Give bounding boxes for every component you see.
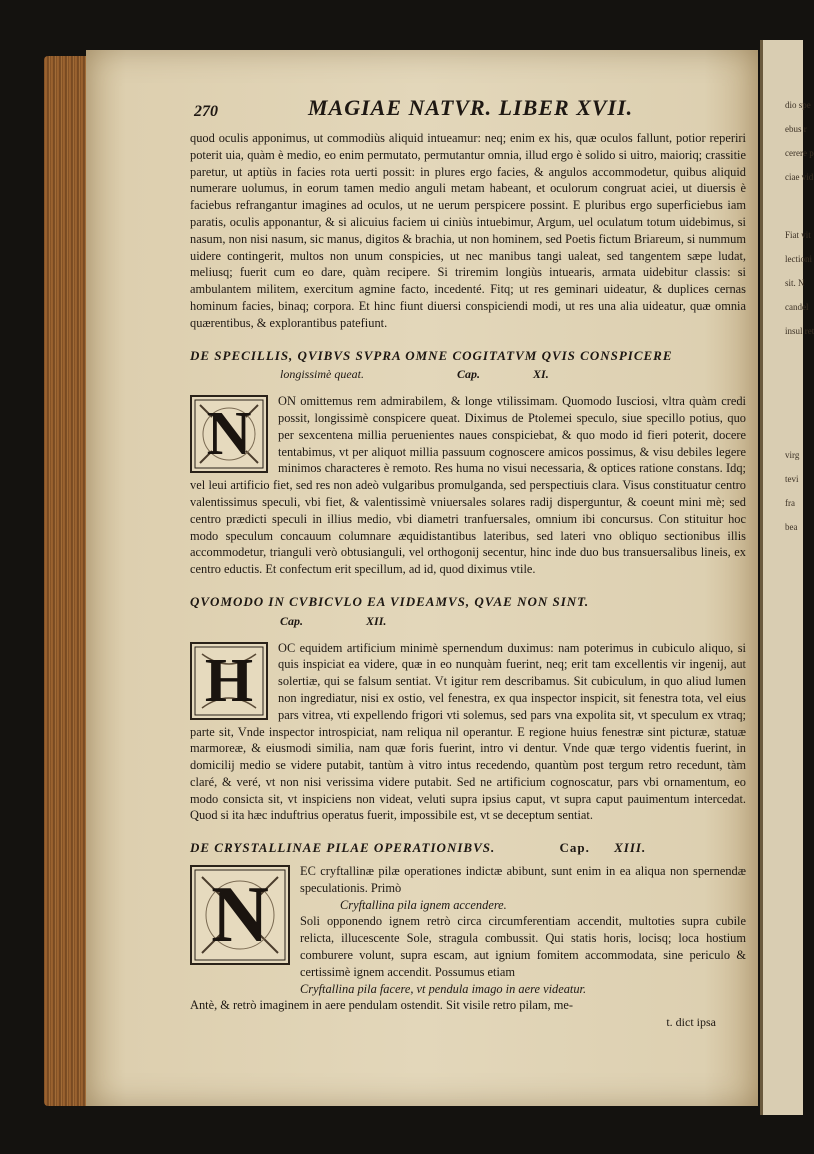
facing-fragment: lectioni [785, 254, 812, 264]
decorated-initial-n [190, 395, 268, 473]
chapter-cap-label: Cap. [457, 367, 481, 382]
chapter-section [190, 640, 746, 825]
chapter-body: Soli opponendo ignem retrò circa circumferentiam accendit, multoties supra cubile relicta, illucescente Sole, stragula combussit. Qui statis horis, locisq; loca hostium comburere volunt, supra escam, aut ignium fomitem accommodata, sine periculo & certissimè ignem accendit. Possumus etiam [300, 914, 746, 979]
chapter-title-text: DE CRYSTALLINAE PILAE OPERATIONIBVS. [190, 840, 496, 856]
running-head: MAGIAE NATVR. LIBER XVII. [308, 95, 634, 120]
chapter-number: XII. [366, 613, 387, 628]
chapter-number: XIII. [614, 840, 647, 856]
facing-fragment: ciae vid [785, 172, 814, 182]
recipe-heading: Cryftallina pila facere, vt pendula imago in aere videatur. [300, 981, 587, 996]
facing-fragment: cerere p [785, 148, 814, 158]
chapter-subtitle-text: longissimè queat. [280, 367, 364, 382]
chapter-cap-label: Cap. [280, 613, 304, 628]
chapter-title: QVOMODO IN CVBICVLO EA VIDEAMVS, QVAE NON SINT. [190, 593, 590, 609]
recipe-heading: Cryftallina pila ignem accendere. [340, 897, 507, 912]
facing-fragment: ebus r [785, 124, 807, 134]
chapter-subtitle [280, 613, 746, 630]
chapter-section [190, 393, 746, 578]
facing-fragment: fra [785, 498, 795, 508]
book-fore-edge [44, 56, 90, 1106]
chapter-subtitle [280, 366, 746, 383]
chapter-title: DE SPECILLIS, QVIBVS SVPRA OMNE COGITATVM QVIS CONSPICERE [190, 347, 673, 363]
decorated-initial-n [190, 865, 290, 965]
chapter-body: ON omittemus rem admirabilem, & longe vtilissimam. Quomodo Iusciosi, vltra quàm credi possit, longissimè conspicere queat. Diximus de Ptolemei speculo, siue specillo potius, quo per sexcentena millia peruenientes naues conspiciebat, & quo modo id fieri poterit, docere tentabimus, vt per aliquot millia passuum cognoscere amicos possimus, & visu debiles legere minimos characteres è remoto. Res huma no visui necessaria, & optices ratione constans. Idq; vel leui artificio fiet, sed res non adeò vulgaribus promulganda, sed perspectiuis clara. Visus constituatur centro valentissimus speculi, vbi fiet, & valentissimè vniuersales solares radij disperguntur, & coeunt mini mè; sed centro prædicti speculi in illius medio, vbi diametri tranfuersales, omnium ibi concursus. Con stituitur hoc modo speculum concauum columnare æquidistantibus lateribus, sed lateri vno obliquo sectionibus illis accommodetur, trianguli verò obtusianguli, vel orthogonij secentur, hinc inde duo bus transuersalibus lineis, ex centro eductis. Et confectum erit specillum, ad id, quod diximus vtile. [190, 394, 746, 577]
facing-fragment: insul ret [785, 326, 814, 336]
intro-paragraph: quod oculis apponimus, ut commodiùs aliquid intueamur: neq; enim ex his, quæ oculos fallunt, potior reperiri poterit uia, quàm è medio, eo enim permutato, permutantur omnia, illud ergo è solido si uitro, maioriq; crassitie paretur, ut aptiùs in facies rota uerti possit: in plures ergo facies, & angulos accommodetur, quibus aliquid numerare uolumus, in eorum tamen medio anguli metam habeant, et oculorum congruat aciei, ut diuersis è faciebus refrangantur imagines ad oculos, ut ne uerum perspicere possint. E pluribus ergo superficiebus iam paratis, oculis apponantur, & si alicuius faciem ui ciniùs intuebimur, Argum, uel oculatum totum uidebimus, si nasum, non nisi nasum, sic manus, digitos & brachia, ut non hominem, sed Poetis fictum Briareum, si nummum uidere contingerit, multos non unum conspicies, ut nec manibus tangi ualeat, sed tangentem sæpe ludat, meliusq; fuerit cum eo dare, quàm recipere. Si triremim longiùs intuearis, armata uidebitur classis: si ambulantem militem, exercitum agmine facto, incedenté. Fitq; ut res geminari uideatur, & duplices cernas hominum facies, binaq; corpora. Et hinc fiunt diuersi conspiciendi modi, ut res una alia uideatur, quæ omnia quærentibus, & explorantibus patefiunt. [190, 131, 746, 330]
facing-fragment: candel [785, 302, 809, 312]
initial-letter: N [211, 871, 269, 960]
chapter-cap-label: Cap. [559, 840, 590, 856]
facing-fragment: virg [785, 450, 800, 460]
catchword: t. dict ipsa [666, 1015, 716, 1030]
facing-fragment: tevi [785, 474, 799, 484]
facing-fragment: dio spe [785, 100, 811, 110]
facing-fragment: sit. N [785, 278, 805, 288]
page-text [190, 95, 746, 1031]
initial-letter: N [206, 400, 252, 469]
chapter-title [190, 840, 746, 857]
chapter-body: EC cryftallinæ pilæ operationes indictæ abibunt, sunt enim in ea aliqua non spernendæ speculationis. Primò [300, 864, 746, 895]
facing-fragment: bea [785, 522, 798, 532]
chapter-section [190, 863, 746, 1014]
chapter-body: Antè, & retrò imaginem in aere pendulam ostendit. Sit visile retro pilam, me- [190, 998, 573, 1013]
chapter-number: XI. [533, 367, 549, 382]
initial-letter: H [204, 646, 254, 715]
decorated-initial-h [190, 642, 268, 720]
facing-page-strip [760, 40, 814, 1115]
facing-fragment: Fiat vit [785, 230, 811, 240]
page-number: 270 [194, 103, 218, 120]
chapter-body: OC equidem artificium minimè spernendum duximus: nam poterimus in cubiculo aliquo, si quis inspiciat ea videre, quæ in eo nunquàm fuerint, neq; erit tam excellentis vir ingenij, aut solertiæ, qui se falsum sentiat. Vt igitur rem describamus. Sit cubiculum, in quo aliud lumen non ingrediatur, nisi ex ostio, vel fenestra, ex qua inspector inspicit, sit fenestra tota, vel eius pars vitrea, vti expellendo frigori vti solemus, sed pars vna expolita sit, vt speculum ex vtraq; parte sit, Vnde inspector introspiciat, nam reliqua nil operantur. E regione huius fenestræ sint picturæ, statuæ marmoreæ, & eiusmodi similia, nam quæ foris fuerint, intro vi dentur. Vnde quæ tergo videntis fuerint, in domicilij medio se videre putabit, tantùm à vitro intus recedendo, quantùm post tergum retro recedunt, tàm claré, & veré, vt non nisi verissima videre putabit. Sed ne artificium cognoscatur, pars vbi ornamentum, eo modo consicta sit, vt inspiciens non videat, veluti supra ipsius caput, vt supra caput pauimentum intercedat. Quod si ita hæc induftrius operatus fuerit, impossibile est, vt se deceptum sentiat. [190, 640, 746, 823]
page-header [190, 95, 746, 130]
